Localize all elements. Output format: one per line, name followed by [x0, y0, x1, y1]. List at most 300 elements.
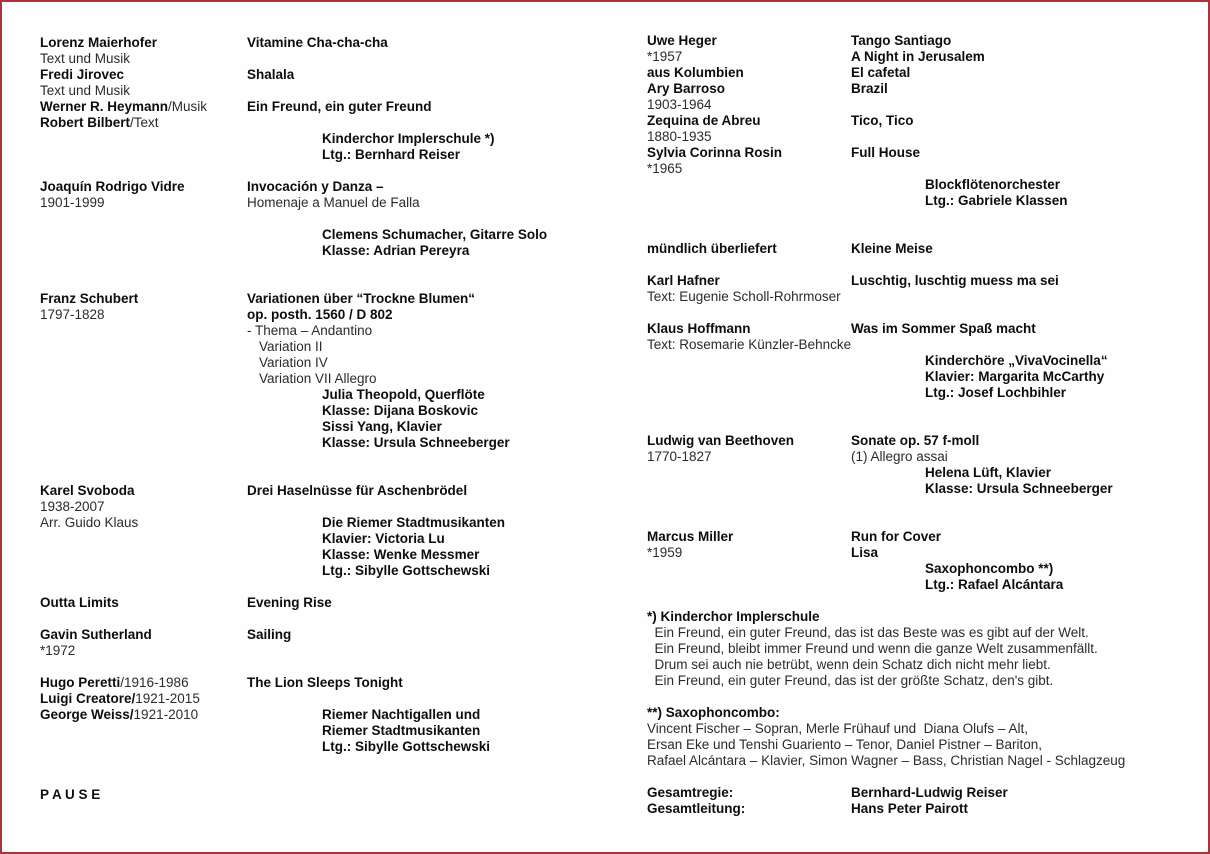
program-row	[40, 259, 628, 275]
title-cell	[322, 531, 445, 547]
program-row	[647, 769, 1203, 785]
composer-cell	[40, 195, 105, 211]
text-segment: /Musik	[168, 99, 208, 114]
title-cell	[247, 595, 332, 611]
composer-cell	[647, 49, 682, 65]
program-row	[647, 513, 1203, 529]
text-segment: Ein Freund, bleibt immer Freund und wenn die ganze Welt zusammenfällt.	[647, 641, 1098, 656]
text-segment: (1) Allegro assai	[851, 449, 948, 464]
text-segment-bold: Tico, Tico	[851, 113, 914, 128]
text-segment: *1972	[40, 643, 76, 658]
program-row	[647, 721, 1203, 737]
text-segment: *1957	[647, 49, 683, 64]
program-row	[40, 627, 628, 643]
title-cell	[851, 241, 933, 257]
text-segment-bold: Joaquín Rodrigo Vidre	[40, 179, 185, 194]
text-segment-bold: P A U S E	[40, 787, 101, 802]
title-cell	[925, 369, 1104, 385]
text-segment: Ein Freund, ein guter Freund, das ist das Beste was es gibt auf der Welt.	[647, 625, 1089, 640]
composer-cell	[647, 785, 733, 801]
program-row	[647, 401, 1203, 417]
program-row	[647, 369, 1203, 385]
program-row	[40, 659, 628, 675]
composer-cell	[40, 515, 138, 531]
composer-cell	[40, 643, 75, 659]
text-segment: Variation II	[259, 339, 323, 354]
program-row	[40, 771, 628, 787]
program-row	[647, 33, 1203, 49]
text-segment: 1921-2010	[133, 707, 199, 722]
composer-cell	[647, 433, 794, 449]
program-row	[647, 49, 1203, 65]
text-segment-bold: Lisa	[851, 545, 879, 560]
text-segment: Variation IV	[259, 355, 328, 370]
program-row	[647, 65, 1203, 81]
title-cell	[247, 483, 467, 499]
text-segment-bold: **) Saxophoncombo:	[647, 705, 780, 720]
title-cell	[322, 387, 485, 403]
program-row	[647, 273, 1203, 289]
right-half	[647, 33, 1203, 817]
program-row	[647, 289, 1203, 305]
text-segment-bold: George Weiss/	[40, 707, 134, 722]
program-row	[40, 483, 628, 499]
composer-cell	[40, 67, 124, 83]
program-row	[40, 115, 628, 131]
footnote-cell	[647, 721, 1028, 737]
program-row	[40, 403, 628, 419]
footnote-cell	[647, 705, 780, 721]
text-segment-bold: Helena Lüft, Klavier	[925, 465, 1052, 480]
text-segment-bold: Luigi Creatore/	[40, 691, 136, 706]
title-cell	[259, 371, 377, 387]
program-row	[40, 499, 628, 515]
text-segment-bold: Clemens Schumacher, Gitarre Solo	[322, 227, 548, 242]
composer-cell	[647, 97, 712, 113]
composer-cell	[40, 307, 105, 323]
title-cell	[322, 547, 479, 563]
text-segment: Text: Rosemarie Künzler-Behncke	[647, 337, 852, 352]
title-cell	[247, 627, 291, 643]
composer-cell	[40, 291, 138, 307]
text-segment-bold: Kinderchöre „VivaVocinella“	[925, 353, 1108, 368]
title-cell	[322, 563, 490, 579]
title-cell	[322, 131, 495, 147]
text-segment-bold: Ltg.: Josef Lochbihler	[925, 385, 1067, 400]
title-cell	[851, 449, 948, 465]
program-row	[40, 355, 628, 371]
title-cell	[322, 435, 510, 451]
text-segment-bold: Shalala	[247, 67, 295, 82]
program-row	[40, 691, 628, 707]
text-segment-bold: Saxophoncombo **)	[925, 561, 1054, 576]
title-cell	[925, 481, 1113, 497]
title-cell	[851, 801, 968, 817]
composer-cell	[647, 113, 761, 129]
composer-cell	[40, 707, 198, 723]
title-cell	[851, 33, 951, 49]
program-row	[40, 387, 628, 403]
text-segment-bold: Sonate op. 57 f-moll	[851, 433, 980, 448]
program-row	[40, 643, 628, 659]
title-cell	[247, 323, 372, 339]
text-segment-bold: Gavin Sutherland	[40, 627, 152, 642]
composer-cell	[647, 129, 712, 145]
text-segment-bold: Klasse: Wenke Messmer	[322, 547, 480, 562]
program-row	[647, 593, 1203, 609]
title-cell	[259, 355, 328, 371]
text-segment: 1938-2007	[40, 499, 105, 514]
program-row	[647, 465, 1203, 481]
text-segment: Arr. Guido Klaus	[40, 515, 139, 530]
text-segment-bold: Kleine Meise	[851, 241, 933, 256]
text-segment-bold: Outta Limits	[40, 595, 119, 610]
program-row	[647, 433, 1203, 449]
program-row	[647, 129, 1203, 145]
composer-cell	[647, 241, 777, 257]
program-row	[40, 675, 628, 691]
title-cell	[851, 81, 888, 97]
title-cell	[925, 561, 1053, 577]
text-segment-bold: Karel Svoboda	[40, 483, 135, 498]
text-segment-bold: Ein Freund, ein guter Freund	[247, 99, 432, 114]
text-segment: 1903-1964	[647, 97, 712, 112]
footnote-cell	[647, 737, 1042, 753]
program-row	[40, 243, 628, 259]
composer-cell	[40, 35, 157, 51]
title-cell	[322, 515, 505, 531]
program-row	[40, 35, 628, 51]
program-row	[40, 339, 628, 355]
program-row	[647, 209, 1203, 225]
program-row	[40, 787, 628, 803]
program-row	[647, 113, 1203, 129]
program-row	[647, 753, 1203, 769]
program-row	[647, 545, 1203, 561]
text-segment-bold: Ludwig van Beethoven	[647, 433, 795, 448]
program-row	[40, 131, 628, 147]
program-row	[647, 321, 1203, 337]
program-row	[40, 723, 628, 739]
composer-cell	[647, 81, 725, 97]
composer-cell	[40, 675, 189, 691]
program-row	[40, 51, 628, 67]
program-row	[647, 657, 1203, 673]
text-segment-bold: A Night in Jerusalem	[851, 49, 985, 64]
program-row	[40, 595, 628, 611]
composer-cell	[647, 289, 841, 305]
text-segment-bold: aus Kolumbien	[647, 65, 744, 80]
text-segment-bold: Marcus Miller	[647, 529, 734, 544]
program-row	[647, 305, 1203, 321]
program-row	[647, 609, 1203, 625]
text-segment: Variation VII Allegro	[259, 371, 377, 386]
text-segment-bold: Ltg.: Sibylle Gottschewski	[322, 563, 491, 578]
footnote-cell	[647, 673, 1053, 689]
program-row	[647, 177, 1203, 193]
title-cell	[247, 99, 432, 115]
program-row	[40, 323, 628, 339]
program-row	[647, 385, 1203, 401]
text-segment-bold: Sylvia Corinna Rosin	[647, 145, 783, 160]
program-row	[40, 739, 628, 755]
text-segment-bold: Hugo Peretti	[40, 675, 121, 690]
composer-cell	[40, 179, 185, 195]
title-cell	[851, 545, 878, 561]
text-segment: Homenaje a Manuel de Falla	[247, 195, 420, 210]
program-row	[647, 145, 1203, 161]
text-segment-bold: Run for Cover	[851, 529, 942, 544]
text-segment-bold: Werner R. Heymann	[40, 99, 169, 114]
text-segment-bold: Ary Barroso	[647, 81, 726, 96]
text-segment: Drum sei auch nie betrübt, wenn dein Schatz dich nicht mehr liebt.	[647, 657, 1051, 672]
title-cell	[322, 243, 469, 259]
title-cell	[322, 739, 490, 755]
program-row	[647, 801, 1203, 817]
title-cell	[925, 465, 1051, 481]
composer-cell	[40, 691, 200, 707]
title-cell	[851, 273, 1059, 289]
title-cell	[322, 227, 547, 243]
text-segment-bold: Lorenz Maierhofer	[40, 35, 158, 50]
program-row	[647, 353, 1203, 369]
program-row	[40, 179, 628, 195]
program-row	[647, 337, 1203, 353]
program-row	[40, 307, 628, 323]
program-row	[647, 257, 1203, 273]
title-cell	[851, 433, 979, 449]
program-row	[40, 227, 628, 243]
text-segment: /1916-1986	[120, 675, 189, 690]
title-cell	[851, 49, 985, 65]
text-segment-bold: Drei Haselnüsse für Aschenbrödel	[247, 483, 468, 498]
text-segment: /Text	[130, 115, 159, 130]
program-row	[647, 529, 1203, 545]
title-cell	[322, 403, 478, 419]
text-segment-bold: The Lion Sleeps Tonight	[247, 675, 403, 690]
title-cell	[247, 35, 388, 51]
title-cell	[247, 195, 420, 211]
text-segment-bold: Klasse: Ursula Schneeberger	[925, 481, 1113, 496]
program-row	[40, 67, 628, 83]
program-row	[647, 641, 1203, 657]
program-row	[40, 211, 628, 227]
program-row	[40, 275, 628, 291]
title-cell	[247, 675, 403, 691]
composer-cell	[40, 83, 130, 99]
title-cell	[322, 419, 442, 435]
text-segment: Vincent Fischer – Sopran, Merle Frühauf und Diana Olufs – Alt,	[647, 721, 1028, 736]
text-segment-bold: Sailing	[247, 627, 292, 642]
text-segment: Ersan Eke und Tenshi Guariento – Tenor, Daniel Pistner – Bariton,	[647, 737, 1042, 752]
program-row	[647, 577, 1203, 593]
text-segment-bold: Invocación y Danza –	[247, 179, 384, 194]
text-segment-bold: Evening Rise	[247, 595, 332, 610]
composer-cell	[647, 801, 745, 817]
composer-cell	[647, 321, 751, 337]
program-row	[40, 451, 628, 467]
title-cell	[247, 67, 294, 83]
text-segment-bold: Tango Santiago	[851, 33, 952, 48]
text-segment-bold: Riemer Nachtigallen und	[322, 707, 481, 722]
text-segment-bold: Luschtig, luschtig muess ma sei	[851, 273, 1059, 288]
title-cell	[851, 113, 914, 129]
composer-cell	[647, 545, 682, 561]
title-cell	[851, 529, 941, 545]
program-row	[647, 97, 1203, 113]
title-cell	[925, 193, 1068, 209]
program-row	[647, 481, 1203, 497]
program-row	[647, 161, 1203, 177]
title-cell	[925, 353, 1108, 369]
title-cell	[851, 65, 910, 81]
text-segment-bold: Ltg.: Bernhard Reiser	[322, 147, 461, 162]
composer-cell	[647, 449, 712, 465]
text-segment-bold: Vitamine Cha-cha-cha	[247, 35, 388, 50]
text-segment-bold: *) Kinderchor Implerschule	[647, 609, 820, 624]
text-segment-bold: Klasse: Ursula Schneeberger	[322, 435, 510, 450]
composer-cell	[40, 787, 100, 803]
left-half	[40, 35, 628, 803]
title-cell	[247, 291, 475, 307]
program-row	[647, 417, 1203, 433]
text-segment-bold: Bernhard-Ludwig Reiser	[851, 785, 1008, 800]
text-segment-bold: Sissi Yang, Klavier	[322, 419, 442, 434]
text-segment-bold: Hans Peter Pairott	[851, 801, 969, 816]
title-cell	[851, 321, 1036, 337]
text-segment-bold: Variationen über “Trockne Blumen“	[247, 291, 476, 306]
composer-cell	[40, 115, 159, 131]
program-row	[647, 193, 1203, 209]
title-cell	[247, 307, 393, 323]
text-segment-bold: Julia Theopold, Querflöte	[322, 387, 485, 402]
text-segment: Ein Freund, ein guter Freund, das ist der größte Schatz, den's gibt.	[647, 673, 1054, 688]
composer-cell	[40, 499, 105, 515]
footnote-cell	[647, 753, 1125, 769]
program-row	[647, 689, 1203, 705]
text-segment-bold: Riemer Stadtmusikanten	[322, 723, 481, 738]
text-segment-bold: Karl Hafner	[647, 273, 720, 288]
text-segment-bold: Robert Bilbert	[40, 115, 131, 130]
title-cell	[925, 177, 1060, 193]
title-cell	[322, 707, 480, 723]
composer-cell	[647, 337, 851, 353]
text-segment-bold: Blockflötenorchester	[925, 177, 1061, 192]
composer-cell	[40, 595, 119, 611]
program-row	[647, 625, 1203, 641]
program-row	[647, 673, 1203, 689]
program-row	[40, 515, 628, 531]
text-segment: 1880-1935	[647, 129, 712, 144]
program-row	[40, 195, 628, 211]
program-row	[40, 467, 628, 483]
composer-cell	[40, 627, 152, 643]
composer-cell	[647, 33, 717, 49]
title-cell	[925, 577, 1063, 593]
program-row	[647, 225, 1203, 241]
program-row	[647, 705, 1203, 721]
program-row	[647, 449, 1203, 465]
composer-cell	[647, 529, 733, 545]
program-row	[647, 497, 1203, 513]
program-row	[40, 291, 628, 307]
title-cell	[322, 723, 480, 739]
title-cell	[851, 145, 920, 161]
title-cell	[322, 147, 460, 163]
text-segment-bold: Kinderchor Implerschule *)	[322, 131, 495, 146]
text-segment: - Thema – Andantino	[247, 323, 373, 338]
text-segment-bold: Ltg.: Rafael Alcántara	[925, 577, 1064, 592]
composer-cell	[40, 51, 130, 67]
text-segment-bold: Brazil	[851, 81, 888, 96]
text-segment-bold: Ltg.: Gabriele Klassen	[925, 193, 1068, 208]
program-row	[40, 579, 628, 595]
text-segment-bold: Franz Schubert	[40, 291, 139, 306]
title-cell	[247, 179, 384, 195]
text-segment-bold: Klaus Hoffmann	[647, 321, 751, 336]
text-segment-bold: Klavier: Victoria Lu	[322, 531, 445, 546]
composer-cell	[647, 161, 682, 177]
program-row	[647, 737, 1203, 753]
footnote-cell	[647, 625, 1089, 641]
title-cell	[259, 339, 323, 355]
program-row	[40, 755, 628, 771]
text-segment-bold: Full House	[851, 145, 921, 160]
text-segment-bold: Gesamtregie:	[647, 785, 734, 800]
program-row	[40, 435, 628, 451]
program-row	[40, 147, 628, 163]
program-row	[40, 419, 628, 435]
program-row	[40, 371, 628, 387]
program-row	[40, 547, 628, 563]
text-segment: Text und Musik	[40, 83, 131, 98]
program-row	[40, 707, 628, 723]
program-row	[40, 163, 628, 179]
text-segment: 1901-1999	[40, 195, 105, 210]
program-row	[647, 241, 1203, 257]
text-segment: Text: Eugenie Scholl-Rohrmoser	[647, 289, 841, 304]
footnote-cell	[647, 641, 1098, 657]
program-row	[40, 99, 628, 115]
text-segment-bold: Uwe Heger	[647, 33, 717, 48]
text-segment-bold: Gesamtleitung:	[647, 801, 746, 816]
text-segment: *1959	[647, 545, 683, 560]
text-segment: 1770-1827	[647, 449, 712, 464]
text-segment-bold: Die Riemer Stadtmusikanten	[322, 515, 506, 530]
text-segment-bold: mündlich überliefert	[647, 241, 777, 256]
program-row	[40, 83, 628, 99]
footnote-cell	[647, 609, 820, 625]
text-segment-bold: Klavier: Margarita McCarthy	[925, 369, 1105, 384]
text-segment: Rafael Alcántara – Klavier, Simon Wagner – Bass, Christian Nagel - Schlagzeug	[647, 753, 1126, 768]
footnote-cell	[647, 657, 1051, 673]
program-row	[647, 81, 1203, 97]
text-segment: 1797-1828	[40, 307, 105, 322]
program-row	[40, 531, 628, 547]
program-row	[40, 563, 628, 579]
composer-cell	[647, 65, 744, 81]
text-segment-bold: Was im Sommer Spaß macht	[851, 321, 1036, 336]
text-segment-bold: Fredi Jirovec	[40, 67, 125, 82]
program-row	[647, 785, 1203, 801]
composer-cell	[40, 99, 207, 115]
program-row	[40, 611, 628, 627]
composer-cell	[647, 145, 782, 161]
title-cell	[925, 385, 1066, 401]
text-segment-bold: Klasse: Dijana Boskovic	[322, 403, 479, 418]
text-segment-bold: Klasse: Adrian Pereyra	[322, 243, 470, 258]
text-segment-bold: Ltg.: Sibylle Gottschewski	[322, 739, 491, 754]
